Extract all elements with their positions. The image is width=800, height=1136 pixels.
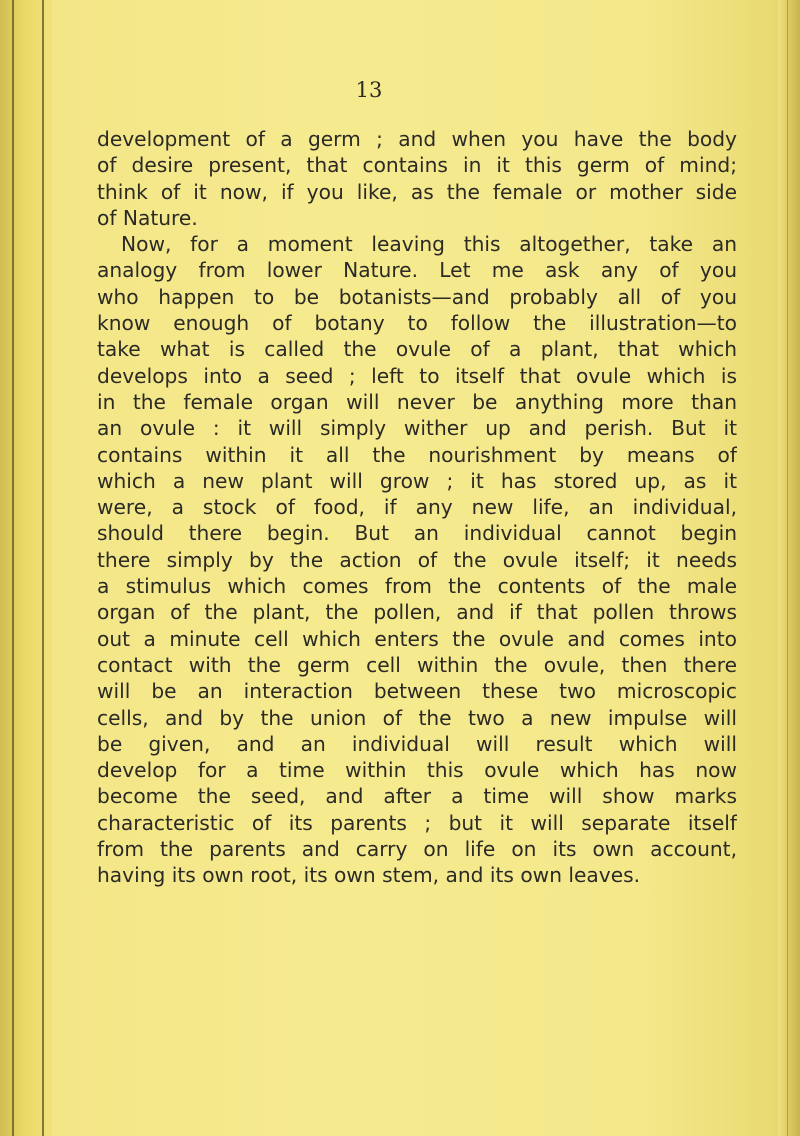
text-line: development of a germ ; and when you have the body	[97, 127, 737, 151]
binding-line-outer	[12, 0, 14, 1136]
text-line: think of it now, if you like, as the female or mother side	[97, 179, 737, 204]
binding-line-inner	[42, 0, 44, 1136]
text-line: there simply by the action of the ovule itself; it needs	[97, 547, 737, 572]
text-line: take what is called the ovule of a plant, that which	[97, 337, 737, 362]
text-line: an ovule : it will simply wither up and perish. But it	[97, 416, 737, 441]
text-line: which a new plant will grow ; it has stored up, as it	[97, 468, 737, 493]
text-line: in the female organ will never be anything more than	[97, 389, 737, 414]
body-text	[97, 126, 737, 889]
page-edge-line	[787, 0, 788, 1136]
text-line: be given, and an individual will result which will	[97, 731, 737, 756]
text-line: who happen to be botanists—and probably all of you	[97, 284, 737, 309]
text-line: contains within it all the nourishment by means of	[97, 442, 737, 467]
text-line: having its own root, its own stem, and its own leaves.	[97, 863, 641, 888]
text-line: were, a stock of food, if any new life, an individual,	[97, 495, 737, 520]
text-line: of desire present, that contains in it this germ of mind;	[97, 153, 737, 178]
text-line: of Nature.	[97, 205, 198, 230]
text-line: develops into a seed ; left to itself that ovule which is	[97, 363, 737, 388]
text-line: become the seed, and after a time will show marks	[97, 784, 737, 809]
page-number: 13	[355, 78, 383, 102]
text-line: should there begin. But an individual cannot begin	[97, 521, 737, 546]
page-binding-shadow	[0, 0, 52, 1136]
text-line: contact with the germ cell within the ovule, then there	[97, 652, 737, 677]
text-line: organ of the plant, the pollen, and if that pollen throws	[97, 600, 737, 625]
page-edge-right	[778, 0, 800, 1136]
text-line: will be an interaction between these two microscopic	[97, 679, 737, 704]
text-line: cells, and by the union of the two a new impulse will	[97, 705, 737, 730]
text-line: Now, for a moment leaving this altogether, take an	[121, 232, 737, 257]
text-line: characteristic of its parents ; but it will separate itself	[97, 810, 737, 835]
text-line: from the parents and carry on life on its own account,	[97, 837, 737, 862]
text-line: out a minute cell which enters the ovule and comes into	[97, 626, 737, 651]
text-line: develop for a time within this ovule which has now	[97, 758, 737, 783]
text-line: a stimulus which comes from the contents of the male	[97, 574, 737, 599]
text-line: analogy from lower Nature. Let me ask any of you	[97, 258, 737, 283]
text-line: know enough of botany to follow the illustration—to	[97, 311, 737, 336]
